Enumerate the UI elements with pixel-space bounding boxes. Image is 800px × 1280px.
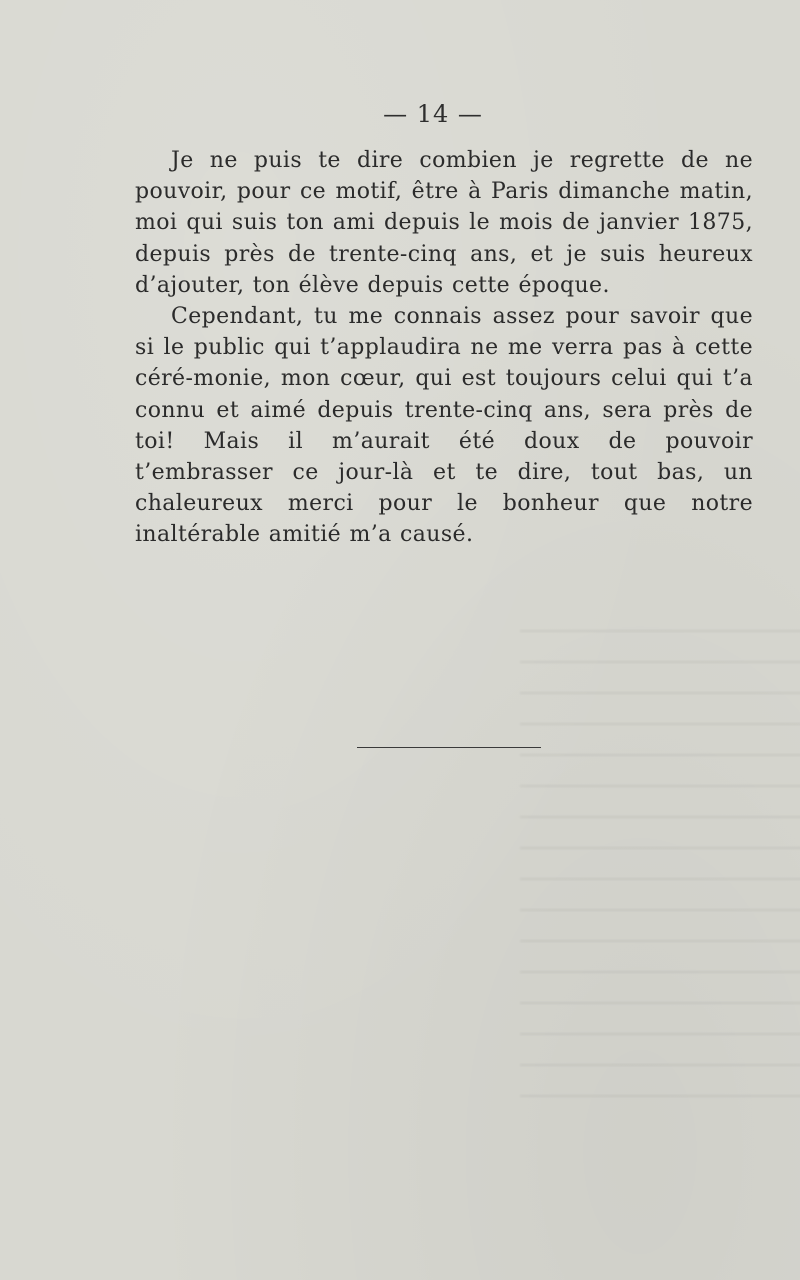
body-text [135,145,753,551]
page-number: — 14 — [383,100,483,128]
show-through-texture [520,630,800,1100]
section-divider [357,747,541,748]
paragraph-1: Je ne puis te dire combien je regrette de ne pouvoir, pour ce motif, être à Paris dimanche matin, moi qui suis ton ami depuis le mois de janvier 1875, depuis près de trente-cinq ans, et je suis heureux d’ajouter, ton élève depuis cette époque. [135,148,753,298]
paragraph-2: Cependant, tu me connais assez pour savoir que si le public qui t’applaudira ne me verra pas à cette céré-monie, mon cœur, qui est toujours celui qui t’a connu et aimé depuis trente-cinq ans, sera près de toi! Mais il m’aurait été doux de pouvoir t’embrasser ce jour-là et te dire, tout bas, un chaleureux merci pour le bonheur que notre inaltérable amitié m’a causé. [135,304,753,548]
